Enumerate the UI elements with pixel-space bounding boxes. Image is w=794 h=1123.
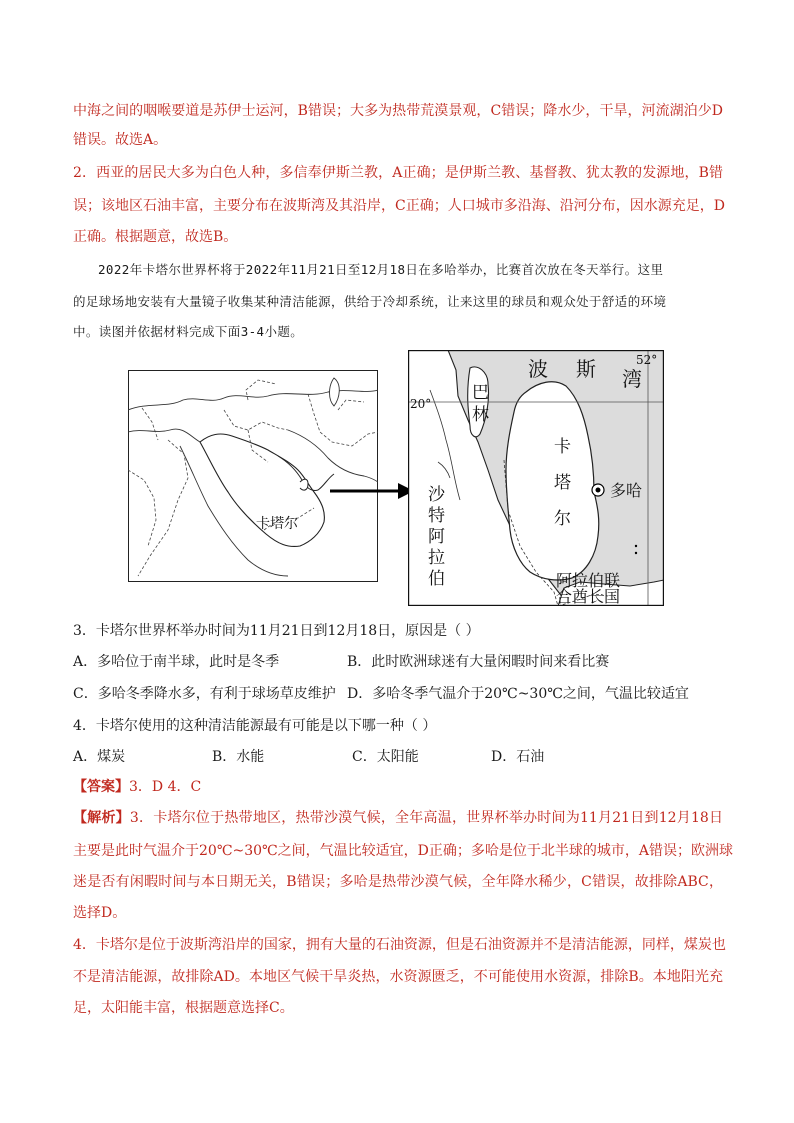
analysis-line-7: 足，太阳能丰富，根据题意选择C。	[73, 1000, 294, 1016]
doha-label: 多哈	[610, 481, 643, 500]
saudi-label-3: 阿	[428, 527, 445, 547]
answer-line	[73, 777, 723, 797]
qatar-label-1: 卡	[554, 437, 571, 457]
q3-option-c: C．多哈冬季降水多，有利于球场草皮维护	[73, 686, 336, 702]
left-map-qatar-label: 卡塔尔	[256, 516, 298, 532]
qatar-detail-map	[408, 350, 664, 606]
analysis-label: 【解析】	[73, 810, 130, 826]
material-line-2: 的足球场地安装有大量镜子收集某种清洁能源，供给于冷却系统，让来这里的球员和观众处于舒适的环境	[73, 294, 667, 309]
bahrain-label-2: 林	[472, 405, 489, 425]
prev-analysis-line-2: 错误。故选A。	[73, 132, 168, 148]
gulf-label-3: 湾	[622, 367, 642, 391]
q3-option-b: B．此时欧洲球迷有大量闲暇时间来看比赛	[347, 654, 610, 670]
q4-option-d: D．石油	[491, 749, 545, 765]
saudi-label-2: 特	[428, 506, 445, 526]
q2-analysis-line-2: 误；该地区石油丰富，主要分布在波斯湾及其沿岸，C正确；人口城市多沿海、沿河分布，因水源充足，D	[73, 198, 725, 214]
qatar-label-3: 尔	[554, 509, 571, 529]
q4-stem: 4．卡塔尔使用的这种清洁能源最有可能是以下哪一种（ ）	[73, 718, 437, 734]
q3-stem: 3．卡塔尔世界杯举办时间为11月21日到12月18日，原因是（ ）	[73, 623, 480, 639]
q4-option-b: B．水能	[212, 749, 265, 765]
analysis-line-2: 主要是此时气温介于20℃~30℃之间，气温比较适宜，D正确；多哈是位于北半球的城市，A错误；欧洲球	[73, 843, 734, 859]
q3-option-d: D．多哈冬季气温介于20℃~30℃之间，气温比较适宜	[347, 686, 689, 702]
longitude-label: 52°	[636, 353, 658, 367]
latitude-label: 20°	[410, 397, 432, 411]
analysis-line-6: 不是清洁能源，故排除AD。本地区气候干旱炎热，水资源匮乏，不可能使用水资源，排除B。本地阳光充	[73, 969, 723, 985]
analysis-line-1	[73, 808, 723, 828]
material-line-1: 2022年卡塔尔世界杯将于2022年11月21日至12月18日在多哈举办，比赛首次放在冬天举行。这里	[98, 262, 664, 277]
bahrain-label-1: 巴	[472, 383, 489, 403]
answer-label: 【答案】	[73, 779, 129, 795]
qatar-label-2: 塔	[554, 473, 571, 493]
q2-analysis-line-1: 2．西亚的居民大多为白色人种，多信奉伊斯兰教，A正确；是伊斯兰教、基督教、犹太教的发源地，B错	[73, 165, 723, 181]
answer-text: 3．D 4．C	[129, 779, 202, 795]
saudi-label-4: 拉	[428, 548, 445, 568]
analysis-text-1: 3．卡塔尔位于热带地区，热带沙漠气候，全年高温，世界杯举办时间为11月21日到12月18日	[129, 810, 724, 826]
arrow-icon	[330, 480, 416, 502]
saudi-label-5: 伯	[428, 569, 445, 589]
gulf-label-2: 斯	[576, 357, 596, 381]
gulf-label-1: 波	[528, 357, 548, 381]
analysis-line-3: 迷是否有闲暇时间与本日期无关，B错误；多哈是热带沙漠气候，全年降水稀少，C错误，故排除ABC，	[73, 874, 723, 890]
q3-option-a: A．多哈位于南半球，此时是冬季	[73, 654, 280, 670]
q4-option-a: A．煤炭	[73, 749, 126, 765]
saudi-label-1: 沙	[428, 485, 445, 505]
analysis-line-5: 4．卡塔尔是位于波斯湾沿岸的国家，拥有大量的石油资源，但是石油资源并不是清洁能源，同样，煤炭也	[73, 937, 726, 953]
material-line-3: 中。读图并依据材料完成下面3-4小题。	[73, 324, 304, 339]
q4-option-c: C．太阳能	[352, 749, 419, 765]
uae-label-1: 阿拉伯联	[556, 571, 621, 590]
prev-analysis-line-1: 中海之间的咽喉要道是苏伊士运河，B错误；大多为热带荒漠景观，C错误；降水少，干旱，河流湖泊少D	[73, 103, 723, 119]
q2-analysis-line-3: 正确。根据题意，故选B。	[73, 229, 238, 245]
middle-east-map	[128, 370, 378, 582]
analysis-line-4: 选择D。	[73, 905, 127, 921]
uae-label-2: 合酋长国	[556, 587, 621, 606]
